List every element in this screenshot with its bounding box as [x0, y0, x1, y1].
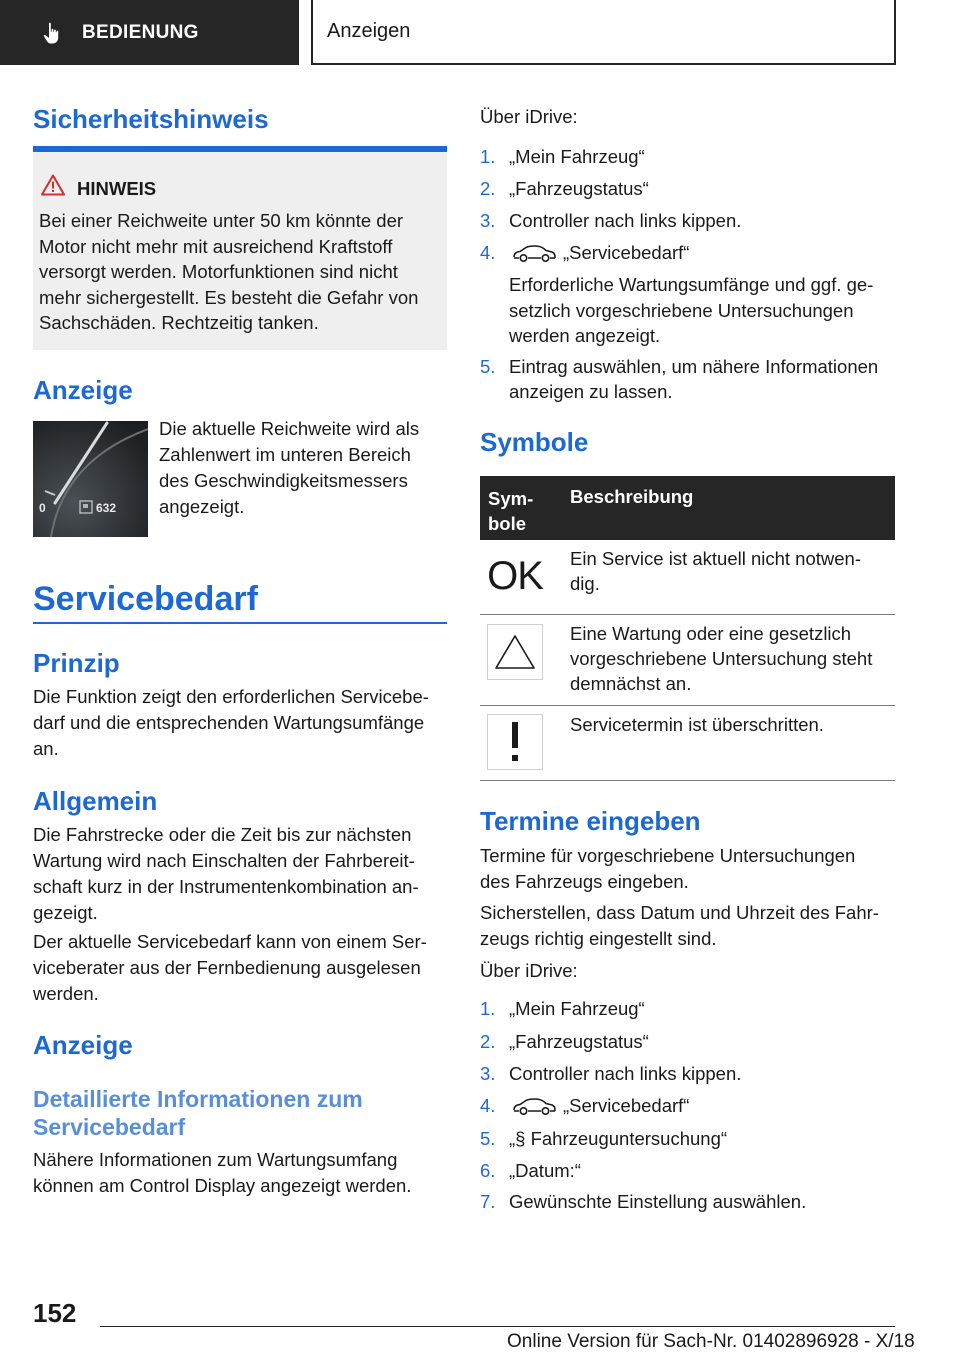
- prinzip-heading: Prinzip: [33, 648, 120, 678]
- symbol-table-header: [480, 476, 895, 540]
- safety-heading: Sicherheitshinweis: [33, 104, 269, 134]
- text-line: Die Fahrstrecke oder die Zeit bis zur nächsten: [33, 824, 412, 845]
- warning-triangle-icon: [487, 624, 543, 680]
- termine-text: [480, 843, 900, 895]
- text-line: vorgeschriebene Untersuchung steht: [570, 648, 873, 669]
- list-item-detail: [509, 272, 909, 349]
- text-line: Erforderliche Wartungsumfänge und ggf. ge-: [509, 274, 874, 295]
- text-line: werden angezeigt.: [509, 325, 661, 346]
- text-line: des Fahrzeugs eingeben.: [480, 871, 689, 892]
- text-line: an.: [33, 738, 59, 759]
- text-line: Nähere Informationen zum Wartungsumfang: [33, 1149, 398, 1170]
- car-icon: [511, 243, 557, 263]
- text-line: des Geschwindigkeitsmessers: [159, 470, 408, 491]
- row-description: [570, 712, 895, 737]
- list-number: 3.: [480, 210, 496, 231]
- list-text: „Servicebedarf“: [563, 242, 690, 263]
- termine-heading: Termine eingeben: [480, 806, 701, 836]
- ok-icon: [487, 548, 543, 604]
- list-text: Gewünschte Einstellung auswählen.: [509, 1191, 807, 1212]
- row-description: [570, 546, 895, 596]
- text-line: schaft kurz in der Instrumentenkombination an-: [33, 876, 419, 897]
- warning-triangle-icon: [41, 174, 65, 196]
- list-text: Controller nach links kippen.: [509, 210, 742, 231]
- text-line: Ein Service ist aktuell nicht notwen-: [570, 548, 861, 569]
- text-line: Termine für vorgeschriebene Untersuchungen: [480, 845, 856, 866]
- text-line: gezeigt.: [33, 902, 98, 923]
- column-header-symbols: [488, 486, 533, 536]
- allgemein-text-2: [33, 929, 453, 1007]
- list-number: 1.: [480, 146, 496, 167]
- column-header-description: Beschreibung: [570, 486, 694, 507]
- text-line: zeugs richtig eingestellt sind.: [480, 928, 717, 949]
- page-number: 152: [33, 1298, 77, 1328]
- gauge-zero-label: 0: [39, 501, 46, 515]
- termine-text-2: [480, 900, 900, 952]
- text-line: Zahlenwert im unteren Bereich: [159, 444, 411, 465]
- text-line: Servicetermin ist überschritten.: [570, 714, 824, 735]
- text-line: demnächst an.: [570, 673, 692, 694]
- list-number: 5.: [480, 1128, 496, 1149]
- chapter-title: Anzeigen: [311, 0, 896, 65]
- list-number: 2.: [480, 1031, 496, 1052]
- hint-box: [33, 146, 447, 350]
- list-number: 3.: [480, 1063, 496, 1084]
- list-number: 6.: [480, 1160, 496, 1181]
- detail-heading-line: Detaillierte Informationen zum: [33, 1086, 363, 1112]
- section-label: BEDIENUNG: [82, 21, 199, 43]
- table-row: [480, 706, 895, 781]
- list-text-with-icon: [509, 240, 899, 265]
- text-line: werden.: [33, 983, 99, 1004]
- footer-text: Online Version für Sach-Nr. 01402896928 - X/18: [507, 1331, 915, 1352]
- list-item-detail: anzeigen zu lassen.: [509, 381, 673, 402]
- idrive-label: Über iDrive:: [480, 106, 578, 127]
- list-number: 4.: [480, 242, 496, 263]
- list-number: 1.: [480, 998, 496, 1019]
- table-row: [480, 615, 895, 706]
- text-line: viceberater aus der Fernbedienung ausgelesen: [33, 957, 421, 978]
- anzeige-text: [159, 416, 449, 520]
- list-text: Controller nach links kippen.: [509, 1063, 742, 1084]
- text-line: können am Control Display angezeigt werden.: [33, 1175, 412, 1196]
- list-text: „Datum:“: [509, 1160, 581, 1181]
- gauge-range-value: 632: [96, 501, 117, 515]
- text-line: angezeigt.: [159, 496, 245, 517]
- exclamation-icon: [487, 714, 543, 770]
- list-number: 5.: [480, 356, 496, 377]
- hint-line: Bei einer Reichweite unter 50 km könnte der: [39, 210, 404, 231]
- text-line: Die aktuelle Reichweite wird als: [159, 418, 420, 439]
- list-text: „§ Fahrzeuguntersuchung“: [509, 1128, 728, 1149]
- list-text: „Fahrzeugstatus“: [509, 178, 649, 199]
- text-line: Sicherstellen, dass Datum und Uhrzeit des Fahr-: [480, 902, 879, 923]
- anzeige2-heading: Anzeige: [33, 1030, 133, 1060]
- speedometer-graphic: [33, 421, 148, 537]
- footer-rule: [100, 1326, 895, 1327]
- hint-title: HINWEIS: [77, 178, 157, 199]
- speedometer-image: [33, 421, 148, 537]
- text-line: Eine Wartung oder eine gesetzlich: [570, 623, 852, 644]
- anzeige-heading: Anzeige: [33, 375, 133, 405]
- header-line: Sym-: [488, 488, 534, 509]
- allgemein-text: [33, 822, 453, 926]
- hint-line: Motor nicht mehr mit ausreichend Kraftstoff: [39, 235, 393, 257]
- detail-heading: [33, 1085, 453, 1141]
- text-line: setzlich vorgeschriebene Untersuchungen: [509, 299, 854, 321]
- symbole-heading: Symbole: [480, 427, 589, 457]
- heading-rule: [33, 622, 447, 624]
- hint-line: Sachschäden. Rechtzeitig tanken.: [39, 312, 319, 333]
- text-line: darf und die entsprechenden Wartungsumfänge: [33, 712, 425, 733]
- list-number: 7.: [480, 1191, 496, 1212]
- header-line: bole: [488, 513, 527, 534]
- list-number: 4.: [480, 1095, 496, 1116]
- list-text-with-icon: [509, 1093, 899, 1118]
- hint-line: versorgt werden. Motorfunktionen sind nicht: [39, 261, 398, 282]
- prinzip-text: [33, 684, 453, 762]
- car-icon: [511, 1096, 557, 1116]
- hint-body: [39, 208, 439, 336]
- text-line: Die Funktion zeigt den erforderlichen Servicebe-: [33, 686, 429, 707]
- table-row: [480, 540, 895, 615]
- text-line: Der aktuelle Servicebedarf kann von einem Ser-: [33, 931, 427, 952]
- text-line: dig.: [570, 573, 600, 594]
- section-tab: [0, 0, 299, 65]
- detail-heading-line: Servicebedarf: [33, 1114, 186, 1140]
- row-description: [570, 621, 895, 696]
- list-number: 2.: [480, 178, 496, 199]
- hint-line: mehr sichergestellt. Es besteht die Gefahr von: [39, 286, 419, 308]
- servicebedarf-heading: Servicebedarf: [33, 580, 258, 618]
- list-text: „Mein Fahrzeug“: [509, 998, 645, 1019]
- list-text: „Servicebedarf“: [563, 1095, 690, 1116]
- list-text: „Fahrzeugstatus“: [509, 1031, 649, 1052]
- idrive-label: Über iDrive:: [480, 960, 578, 981]
- text-line: Wartung wird nach Einschalten der Fahrbereit-: [33, 850, 415, 871]
- allgemein-heading: Allgemein: [33, 786, 158, 816]
- ok-symbol-text: OK: [487, 553, 543, 598]
- list-text: „Mein Fahrzeug“: [509, 146, 645, 167]
- detail-text: [33, 1147, 453, 1199]
- hand-pointer-icon: [40, 21, 64, 45]
- list-text: Eintrag auswählen, um nähere Informationen: [509, 356, 879, 377]
